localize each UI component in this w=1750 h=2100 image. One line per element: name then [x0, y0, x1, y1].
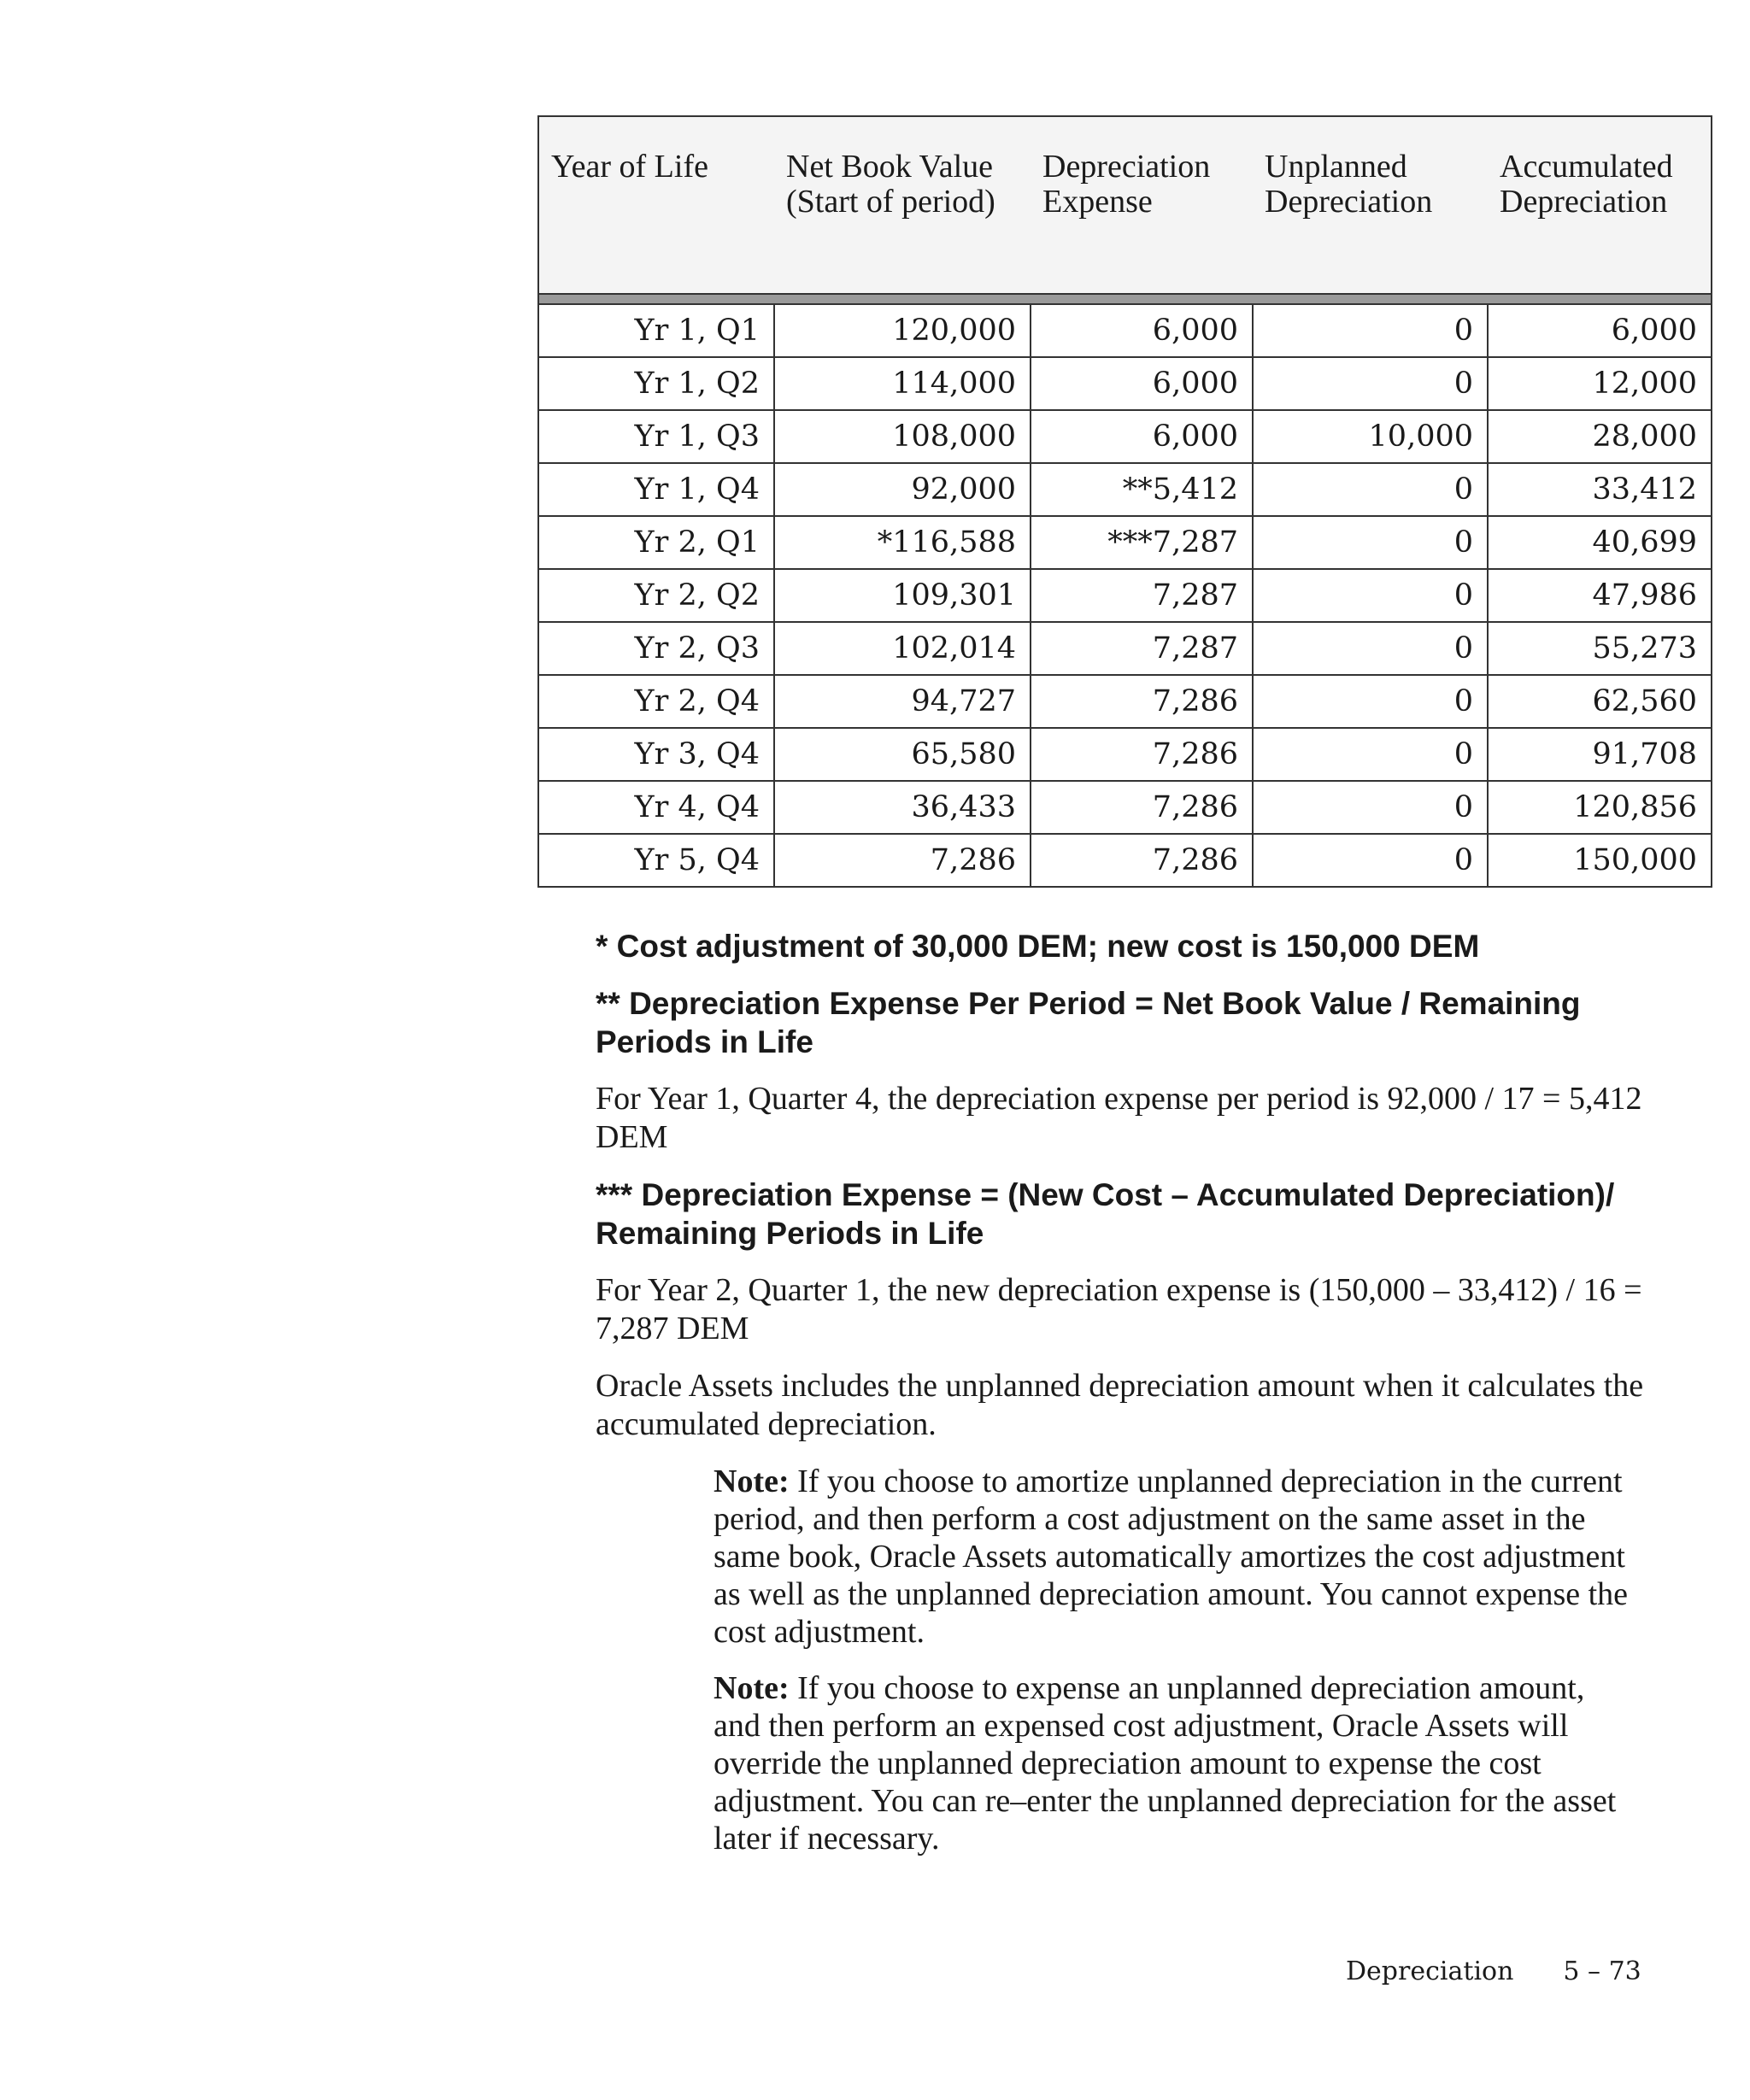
unplanned-depreciation-cell: 0 — [1253, 675, 1488, 728]
table-row — [538, 410, 1712, 463]
accumulated-depreciation-cell: 55,273 — [1488, 622, 1712, 675]
net-book-value-cell: 65,580 — [774, 728, 1031, 781]
accumulated-depreciation-cell: 150,000 — [1488, 834, 1712, 887]
note-label: Note: — [714, 1670, 790, 1706]
unplanned-depreciation-cell: 0 — [1253, 304, 1488, 357]
accumulated-depreciation-cell: 6,000 — [1488, 304, 1712, 357]
table-row — [538, 622, 1712, 675]
depreciation-expense-cell: 6,000 — [1031, 410, 1253, 463]
year-of-life-cell: Yr 2, Q2 — [538, 569, 774, 622]
net-book-value-cell: 114,000 — [774, 357, 1031, 410]
net-book-value-cell: 109,301 — [774, 569, 1031, 622]
net-book-value-cell: 120,000 — [774, 304, 1031, 357]
notes-section — [596, 927, 1647, 1876]
footnote-cost-adjustment: * Cost adjustment of 30,000 DEM; new cost is 150,000 DEM — [596, 929, 1480, 964]
year-of-life-cell: Yr 5, Q4 — [538, 834, 774, 887]
footer-section-title: Depreciation — [1346, 1956, 1514, 1986]
example-year2-q1: For Year 2, Quarter 1, the new depreciation expense is (150,000 – 33,412) / 16 = 7,287 DEM — [596, 1272, 1642, 1346]
example-year1-q4: For Year 1, Quarter 4, the depreciation expense per period is 92,000 / 17 = 5,412 DEM — [596, 1081, 1642, 1155]
year-of-life-cell: Yr 2, Q3 — [538, 622, 774, 675]
unplanned-depreciation-cell: 0 — [1253, 834, 1488, 887]
table-header-row — [538, 116, 1712, 294]
net-book-value-cell: 108,000 — [774, 410, 1031, 463]
accumulated-depreciation-cell: 40,699 — [1488, 516, 1712, 569]
depreciation-expense-cell: 7,287 — [1031, 622, 1253, 675]
page-footer — [1346, 1956, 1641, 1986]
accumulated-depreciation-cell: 62,560 — [1488, 675, 1712, 728]
footnote-new-cost-formula: *** Depreciation Expense = (New Cost – Accumulated Depreciation)/ Remaining Periods in Life — [596, 1177, 1615, 1251]
table-row — [538, 728, 1712, 781]
accumulated-depreciation-cell: 12,000 — [1488, 357, 1712, 410]
header-accumulated-depreciation: Accumulated Depreciation — [1488, 116, 1712, 294]
accumulated-depreciation-cell: 28,000 — [1488, 410, 1712, 463]
header-unplanned-depreciation: Unplanned Depreciation — [1253, 116, 1488, 294]
depreciation-expense-cell: **5,412 — [1031, 463, 1253, 516]
unplanned-depreciation-cell: 0 — [1253, 569, 1488, 622]
net-book-value-cell: 36,433 — [774, 781, 1031, 834]
net-book-value-cell: *116,588 — [774, 516, 1031, 569]
note-amortize — [714, 1463, 1636, 1651]
table-row — [538, 675, 1712, 728]
unplanned-depreciation-cell: 0 — [1253, 622, 1488, 675]
net-book-value-cell: 7,286 — [774, 834, 1031, 887]
net-book-value-cell: 94,727 — [774, 675, 1031, 728]
table-row — [538, 569, 1712, 622]
accumulated-depreciation-cell: 91,708 — [1488, 728, 1712, 781]
unplanned-depreciation-cell: 0 — [1253, 516, 1488, 569]
depreciation-expense-cell: 7,287 — [1031, 569, 1253, 622]
year-of-life-cell: Yr 1, Q4 — [538, 463, 774, 516]
unplanned-depreciation-cell: 0 — [1253, 463, 1488, 516]
year-of-life-cell: Yr 2, Q1 — [538, 516, 774, 569]
note-text: If you choose to amortize unplanned depreciation in the current period, and then perform a cost adjustment on the same asset in the same book, Oracle Assets automatically amortizes the cost adjustment as well as the unplanned depreciation amount. You cannot expense the cost adjustment. — [714, 1464, 1629, 1650]
note-text: If you choose to expense an unplanned depreciation amount, and then perform an expensed cost adjustment, Oracle Assets will override the unplanned depreciation amount to expense the cost adjustment. You can re–enter the unplanned depreciation for the asset later if necessary. — [714, 1670, 1617, 1857]
table-row — [538, 516, 1712, 569]
note-expense — [714, 1669, 1636, 1857]
footnote-expense-per-period: ** Depreciation Expense Per Period = Net Book Value / Remaining Periods in Life — [596, 986, 1581, 1059]
depreciation-expense-cell: 6,000 — [1031, 304, 1253, 357]
table-row — [538, 304, 1712, 357]
depreciation-expense-cell: 6,000 — [1031, 357, 1253, 410]
header-separator — [538, 294, 1712, 304]
table-row — [538, 834, 1712, 887]
depreciation-expense-cell: 7,286 — [1031, 728, 1253, 781]
net-book-value-cell: 102,014 — [774, 622, 1031, 675]
accumulated-depreciation-paragraph: Oracle Assets includes the unplanned depreciation amount when it calculates the accumulated depreciation. — [596, 1368, 1644, 1442]
header-year-of-life: Year of Life — [538, 116, 774, 294]
year-of-life-cell: Yr 3, Q4 — [538, 728, 774, 781]
depreciation-expense-cell: 7,286 — [1031, 834, 1253, 887]
header-depreciation-expense: Depreciation Expense — [1031, 116, 1253, 294]
net-book-value-cell: 92,000 — [774, 463, 1031, 516]
depreciation-expense-cell: 7,286 — [1031, 781, 1253, 834]
footer-page-number: 5 – 73 — [1563, 1956, 1641, 1986]
depreciation-expense-cell: ***7,287 — [1031, 516, 1253, 569]
depreciation-table — [537, 115, 1712, 888]
table-row — [538, 463, 1712, 516]
year-of-life-cell: Yr 1, Q1 — [538, 304, 774, 357]
table-row — [538, 357, 1712, 410]
accumulated-depreciation-cell: 120,856 — [1488, 781, 1712, 834]
year-of-life-cell: Yr 2, Q4 — [538, 675, 774, 728]
header-net-book-value: Net Book Value (Start of period) — [774, 116, 1031, 294]
unplanned-depreciation-cell: 0 — [1253, 728, 1488, 781]
depreciation-expense-cell: 7,286 — [1031, 675, 1253, 728]
year-of-life-cell: Yr 4, Q4 — [538, 781, 774, 834]
unplanned-depreciation-cell: 0 — [1253, 357, 1488, 410]
year-of-life-cell: Yr 1, Q3 — [538, 410, 774, 463]
year-of-life-cell: Yr 1, Q2 — [538, 357, 774, 410]
note-label: Note: — [714, 1464, 790, 1499]
accumulated-depreciation-cell: 47,986 — [1488, 569, 1712, 622]
unplanned-depreciation-cell: 0 — [1253, 781, 1488, 834]
table-row — [538, 781, 1712, 834]
unplanned-depreciation-cell: 10,000 — [1253, 410, 1488, 463]
accumulated-depreciation-cell: 33,412 — [1488, 463, 1712, 516]
